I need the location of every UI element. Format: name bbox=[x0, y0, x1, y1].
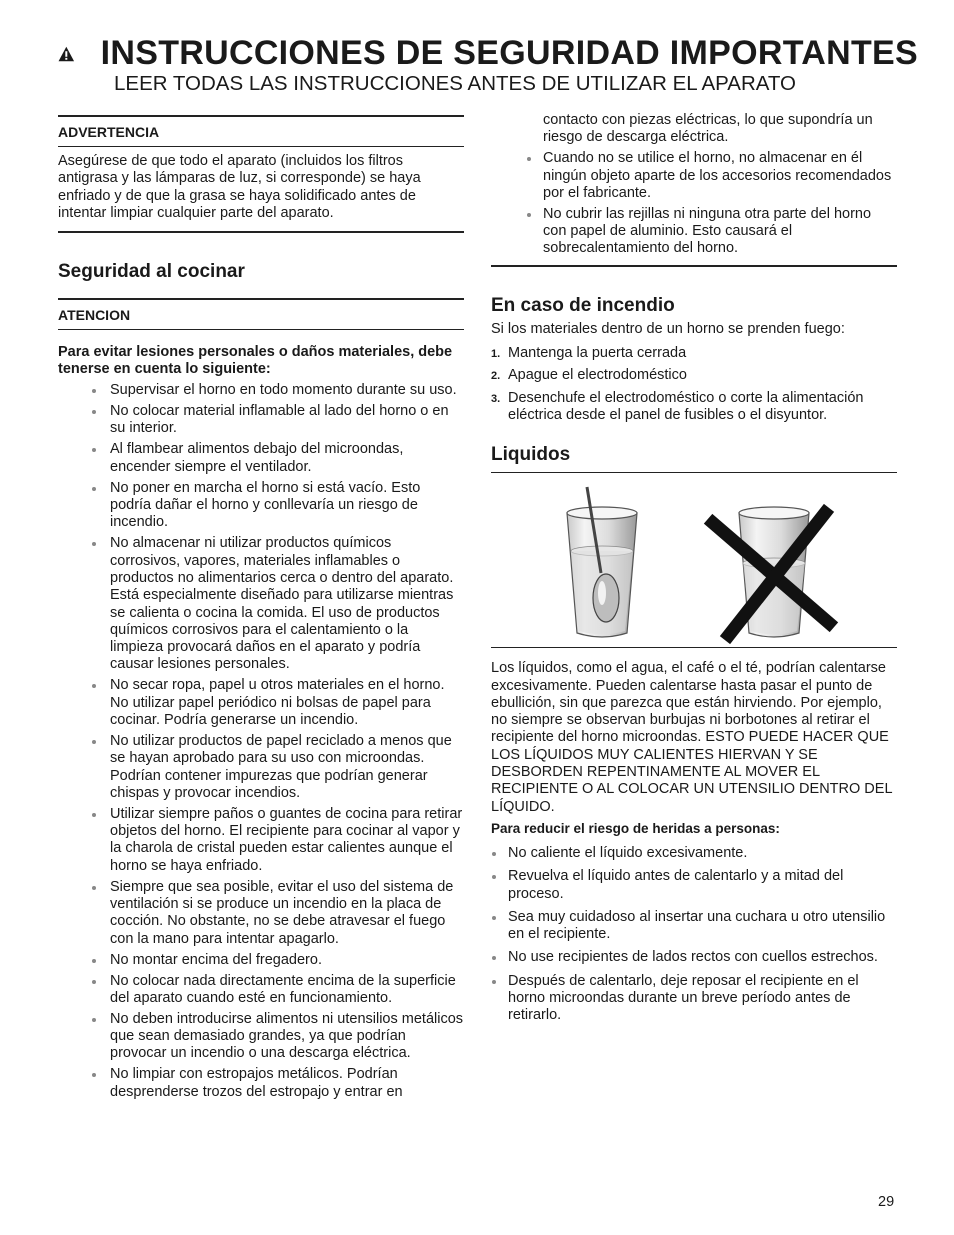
advertencia-label: ADVERTENCIA bbox=[58, 124, 160, 140]
list-item: Revuelva el líquido antes de calentarlo y a mitad del proceso. bbox=[491, 868, 897, 903]
page-number: 29 bbox=[878, 1194, 895, 1210]
step-item: 3. Desenchufe el electrodoméstico o corte la alimentación eléctrica desde el panel de fusibles o el disyuntor. bbox=[491, 389, 864, 423]
list-item: Cuando no se utilice el horno, no almacenar en él ningún objeto aparte de los accesorios recomendados por el fabricante. bbox=[491, 150, 897, 202]
cocinar-list-continued bbox=[491, 112, 897, 258]
section-heading-liquidos: Liquidos bbox=[491, 444, 571, 466]
list-item: Utilizar siempre paños o guantes de cocina para retirar objetos del horno. El recipiente para cocinar al vapor y la charola de cristal pueden estar calientes aunque el horno se haya enfriado. bbox=[58, 806, 464, 875]
left-column bbox=[58, 115, 464, 1105]
list-item: No deben introducirse alimentos ni utensilios metálicos que sean demasiado grandes, ya que podrían provocar un incendio o una descarga eléctrica. bbox=[58, 1011, 464, 1063]
list-item: Después de calentarlo, deje reposar el recipiente en el horno microondas durante un breve período antes de retirarlo. bbox=[491, 973, 897, 1025]
list-item: Supervisar el horno en todo momento durante su uso. bbox=[58, 382, 464, 399]
list-item-continued: contacto con piezas eléctricas, lo que supondría un riesgo de descarga eléctrica. bbox=[543, 112, 873, 146]
list-item: No cubrir las rejillas ni ninguna otra parte del horno con papel de aluminio. Esto causará el sobrecalentamiento del horno. bbox=[491, 206, 897, 258]
list-item: No use recipientes de lados rectos con cuellos estrechos. bbox=[491, 949, 897, 966]
list-item: No secar ropa, papel u otros materiales en el horno. No utilizar papel periódico ni bolsas de papel para cocinar. Podría generarse un incendio. bbox=[58, 677, 464, 729]
list-item: Sea muy cuidadoso al insertar una cuchara u otro utensilio en el recipiente. bbox=[491, 909, 897, 944]
warning-triangle-icon bbox=[58, 39, 75, 69]
incendio-steps bbox=[491, 345, 897, 424]
advertencia-text: Asegúrese de que todo el aparato (incluidos los filtros antigrasa y las lámparas de luz, si corresponde) se haya enfriado y de que la grasa se haya solidificado antes de intentar limpiar cualquier parte del aparato. bbox=[58, 153, 421, 221]
liquids-illustration bbox=[491, 472, 897, 648]
page-title: INSTRUCCIONES DE SEGURIDAD IMPORTANTES bbox=[100, 34, 918, 72]
page-subtitle: LEER TODAS LAS INSTRUCCIONES ANTES DE UTILIZAR EL APARATO bbox=[114, 72, 796, 95]
cocinar-lead: Para evitar lesiones personales o daños materiales, debe tenerse en cuenta lo siguiente: bbox=[58, 344, 453, 378]
page-header bbox=[58, 34, 918, 96]
section-heading-incendio: En caso de incendio bbox=[491, 294, 675, 316]
list-item: No limpiar con estropajos metálicos. Podrían desprenderse trozos del estropajo y entrar en bbox=[58, 1066, 464, 1101]
list-item: No colocar nada directamente encima de la superficie del aparato cuando esté en funcionamiento. bbox=[58, 973, 464, 1008]
liquidos-lead: Para reducir el riesgo de heridas a personas: bbox=[491, 820, 780, 836]
liquidos-text: Los líquidos, como el agua, el café o el té, podrían calentarse excesivamente. Pueden calentarse hasta pasar el punto de ebullición, sin que parezca que están hirviendo. Por ejemplo, no siempre se observan burbujas ni borbotones al retirar el recipiente del horno microondas. ESTO PUEDE HACER QUE LOS LÍQUIDOS MUY CALIENTES HIERVAN Y SE DESBORDEN REPENTINAMENTE AL MOVER EL RECIPIENTE O AL COLOCAR UN UTENSILIO DENTRO DEL LÍQUIDO. bbox=[491, 660, 892, 815]
glass-with-spoon bbox=[567, 487, 637, 637]
section-heading-cocinar: Seguridad al cocinar bbox=[58, 261, 245, 283]
title-row bbox=[58, 34, 918, 72]
list-item: No almacenar ni utilizar productos químicos corrosivos, vapores, materiales inflamables o productos no alimentarios cerca o dentro del aparato. Está especialmente diseñado para utilizarse mientras se calienta o cocina la comida. El uso de productos químicos corrosivos para el calentamiento o la limpieza provocará daños en el aparato y podría causar lesiones personales. bbox=[58, 535, 464, 673]
liquidos-list bbox=[491, 845, 897, 1025]
cocinar-list bbox=[58, 382, 464, 1101]
glass-illustration bbox=[491, 473, 897, 647]
list-item: No poner en marcha el horno si está vacío. Esto podría dañar el horno y conllevaría un riesgo de incendio. bbox=[58, 480, 464, 532]
divider bbox=[491, 265, 897, 267]
list-item: No colocar material inflamable al lado del horno o en su interior. bbox=[58, 403, 464, 438]
glass-crossed-out bbox=[713, 507, 829, 637]
step-item: 2. Apague el electrodoméstico bbox=[491, 367, 687, 384]
atencion-label: ATENCION bbox=[58, 307, 131, 324]
list-item: No utilizar productos de papel reciclado a menos que se hayan aprobado para su uso con microondas. Podrían contener impurezas que podrían generar chispas y provocar incendios. bbox=[58, 733, 464, 802]
divider bbox=[58, 329, 464, 330]
incendio-intro: Si los materiales dentro de un horno se prenden fuego: bbox=[491, 320, 845, 337]
divider bbox=[58, 231, 464, 233]
list-item: Al flambear alimentos debajo del microondas, encender siempre el ventilador. bbox=[58, 441, 464, 476]
right-column bbox=[491, 112, 897, 1031]
step-item: 1. Mantenga la puerta cerrada bbox=[491, 345, 687, 362]
list-item: Siempre que sea posible, evitar el uso del sistema de ventilación si se produce un incendio en la placa de cocción. No obstante, no se debe atravesar el fuego con la mano para intentar apagarlo. bbox=[58, 879, 464, 948]
list-item: No caliente el líquido excesivamente. bbox=[491, 845, 897, 862]
list-item: No montar encima del fregadero. bbox=[58, 952, 464, 969]
